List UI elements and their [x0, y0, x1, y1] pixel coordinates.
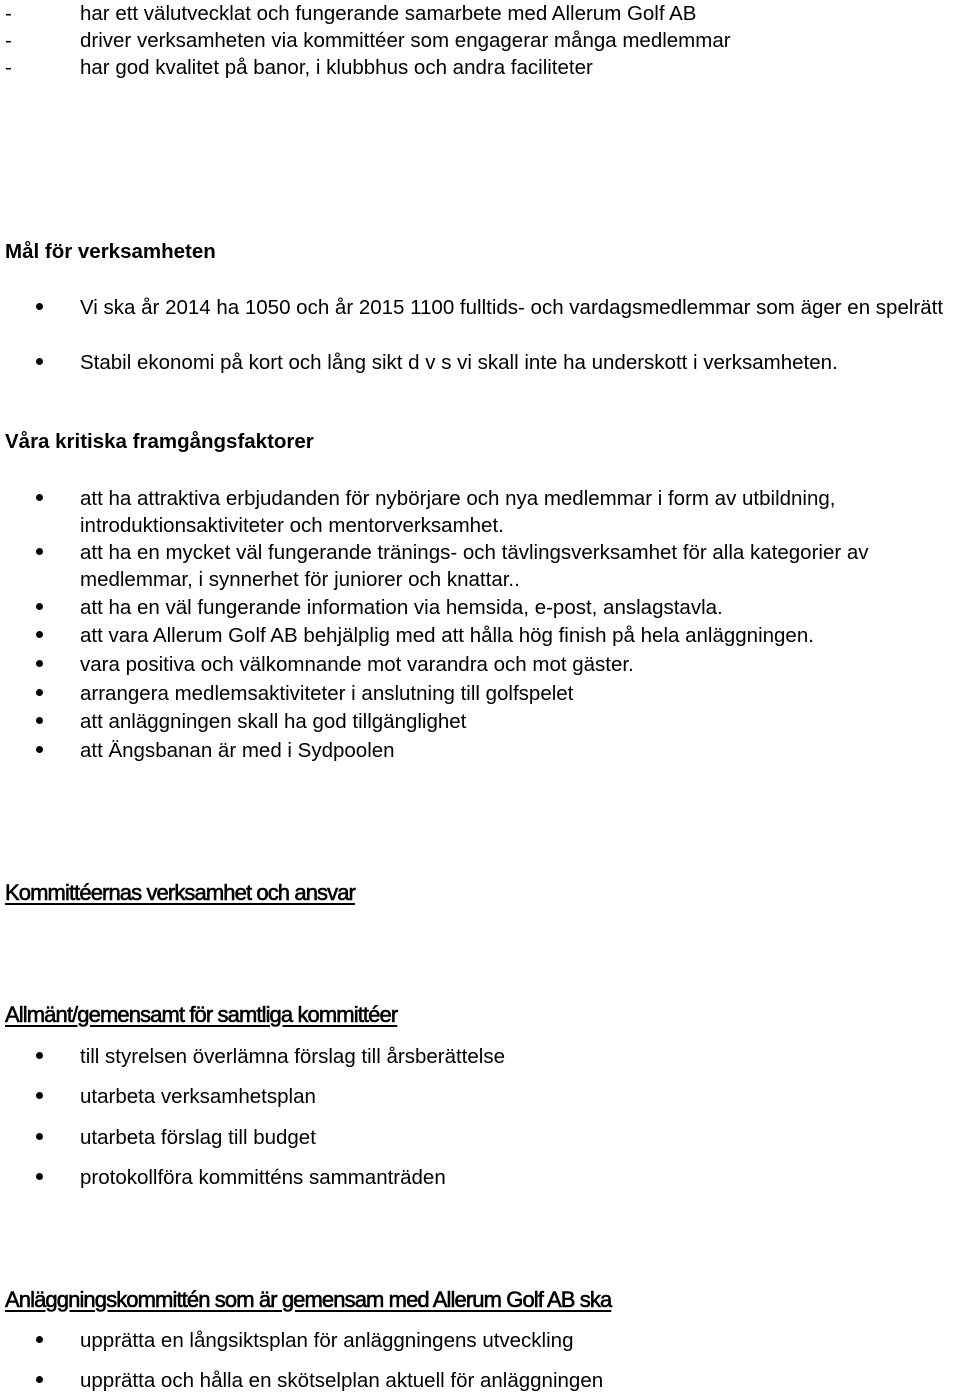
- bullet-icon: [36, 603, 43, 610]
- list-item-text: att ha en mycket väl fungerande tränings- och tävlingsverksamhet för alla kategorier av medlemmar, i synnerhet för juniorer och knattar..: [80, 541, 869, 591]
- list-item: [0, 1124, 960, 1151]
- list-item-text: till styrelsen överlämna förslag till årsberättelse: [80, 1045, 505, 1068]
- list-item-text: har god kvalitet på banor, i klubbhus och andra faciliteter: [80, 56, 593, 79]
- bullet-icon: [36, 358, 43, 365]
- list-item: [0, 708, 960, 735]
- list-item-text: vara positiva och välkomnande mot varandra och mot gäster.: [80, 653, 634, 676]
- list-item: [0, 1043, 960, 1070]
- list-item-text: har ett välutvecklat och fungerande samarbete med Allerum Golf AB: [80, 2, 697, 25]
- list-item-text: Vi ska år 2014 ha 1050 och år 2015 1100 fulltids- och vardagsmedlemmar som äger en spelrätt: [80, 296, 944, 319]
- goals-heading: Mål för verksamheten: [5, 240, 216, 263]
- bullet-icon: [36, 548, 43, 555]
- list-item: [0, 680, 960, 707]
- list-item-text: upprätta och hålla en skötselplan aktuell för anläggningen: [80, 1369, 604, 1392]
- list-item: [0, 1327, 960, 1354]
- list-item-text: utarbeta förslag till budget: [80, 1126, 316, 1149]
- list-item: [0, 1164, 960, 1191]
- bullet-icon: [36, 494, 43, 501]
- list-item-text: upprätta en långsiktsplan för anläggningens utveckling: [80, 1329, 574, 1352]
- bullet-icon: [36, 631, 43, 638]
- list-item-text: att Ängsbanan är med i Sydpoolen: [80, 739, 395, 762]
- bullet-icon: [36, 1336, 43, 1343]
- list-item: [0, 1367, 960, 1393]
- bullet-icon: [36, 1052, 43, 1059]
- list-item: [0, 294, 960, 348]
- list-item: [0, 737, 960, 764]
- list-item: [0, 651, 960, 678]
- bullet-icon: [36, 1376, 43, 1383]
- list-item-text: att anläggningen skall ha god tillgänglighet: [80, 710, 467, 733]
- facility-heading: Anläggningskommittén som är gemensam med Allerum Golf AB ska: [5, 1287, 612, 1312]
- bullet-icon: [36, 1173, 43, 1180]
- bullet-icon: [36, 303, 43, 310]
- bullet-icon: [36, 746, 43, 753]
- list-item-text: att ha en väl fungerande information via hemsida, e-post, anslagstavla.: [80, 596, 723, 619]
- dash-marker: -: [5, 56, 12, 79]
- list-item: [0, 56, 960, 83]
- list-item: [0, 594, 960, 621]
- dash-marker: -: [5, 2, 12, 25]
- list-item-text: att ha attraktiva erbjudanden för nybörjare och nya medlemmar i form av utbildning, introduktionsaktiviteter och mentorverksamhet.: [80, 487, 836, 537]
- bullet-icon: [36, 689, 43, 696]
- bullet-icon: [36, 1133, 43, 1140]
- bullet-icon: [36, 660, 43, 667]
- bullet-icon: [36, 1092, 43, 1099]
- bullet-icon: [36, 717, 43, 724]
- list-item-text: utarbeta verksamhetsplan: [80, 1085, 316, 1108]
- list-item-text: protokollföra kommitténs sammanträden: [80, 1166, 446, 1189]
- list-item: [0, 349, 960, 376]
- list-item: [0, 2, 960, 29]
- list-item: [0, 29, 960, 56]
- list-item: [0, 485, 960, 539]
- list-item-text: Stabil ekonomi på kort och lång sikt d v s vi skall inte ha underskott i verksamheten.: [80, 351, 838, 374]
- list-item-text: arrangera medlemsaktiviteter i anslutning till golfspelet: [80, 682, 574, 705]
- list-item-text: att vara Allerum Golf AB behjälplig med att hålla hög finish på hela anläggningen.: [80, 624, 814, 647]
- list-item: [0, 539, 960, 593]
- list-item: [0, 1083, 960, 1110]
- dash-marker: -: [5, 29, 12, 52]
- list-item: [0, 622, 960, 649]
- committees-heading: Kommittéernas verksamhet och ansvar: [5, 880, 355, 905]
- factors-heading: Våra kritiska framgångsfaktorer: [5, 430, 314, 453]
- common-heading: Allmänt/gemensamt för samtliga kommittéer: [5, 1002, 398, 1027]
- list-item-text: driver verksamheten via kommittéer som engagerar många medlemmar: [80, 29, 731, 52]
